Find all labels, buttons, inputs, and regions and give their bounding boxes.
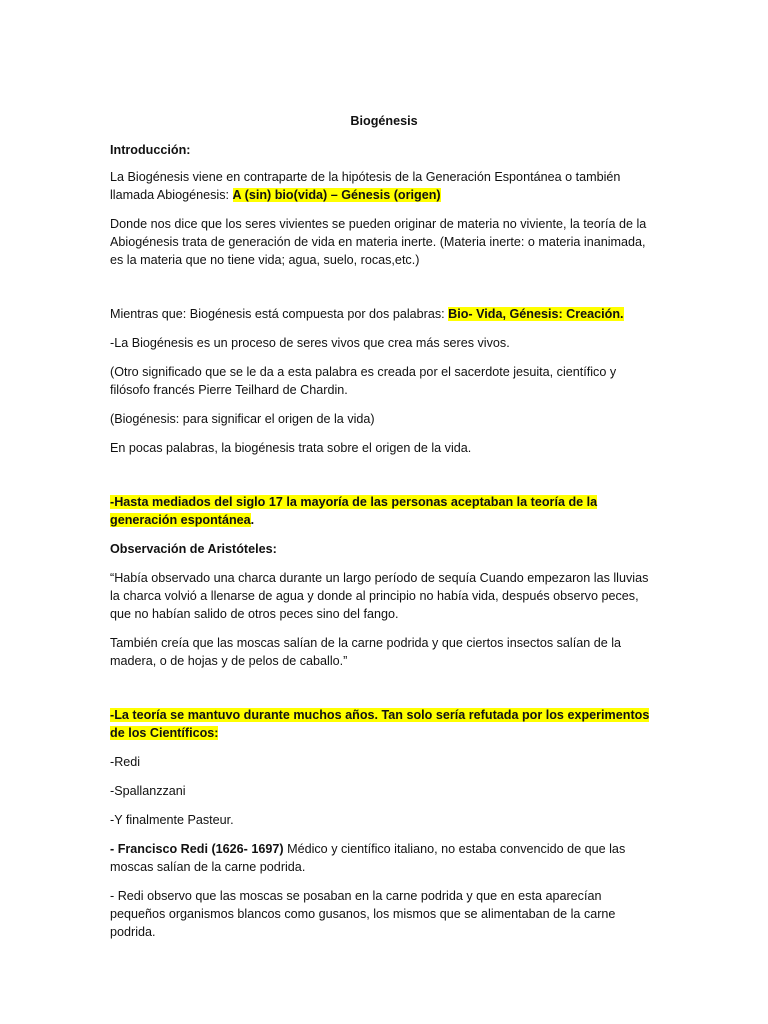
paragraph-redi-observation: - Redi observo que las moscas se posaban en la carne podrida y que en esta aparecían pequeños organismos blancos como gusanos, los mismos que se alimentaban de la carne podrida. (110, 889, 616, 939)
scientist-pasteur: -Y finalmente Pasteur. (110, 813, 234, 827)
paragraph-other-meaning: (Otro significado que se le da a esta palabra es creada por el sacerdote jesuita, científico y filósofo francés Pierre Teilhard de Chardin. (110, 365, 617, 397)
spontaneous-generation-highlight: -Hasta mediados del siglo 17 la mayoría de las personas aceptaban la teoría de la generación espontánea (110, 495, 598, 527)
intro-heading: Introducción: (110, 143, 191, 157)
aristotle-quote-2: También creía que las moscas salían de la carne podrida y que ciertos insectos salían de la madera, o de hojas y de pelos de caballo.” (110, 636, 622, 668)
paragraph-abiogenesis (110, 168, 658, 204)
document-title: Biogénesis (350, 114, 418, 128)
abiogenesis-highlight: A (sin) bio(vida) – Génesis (origen) (232, 188, 441, 202)
paragraph-abiogenesis-definition: Donde nos dice que los seres vivientes se pueden originar de materia no viviente, la teoría de la Abiogénesis trata de generación de vida en materia inerte. (Materia inerte: o materia inanimada, es la materia que no tiene vida; agua, suelo, rocas,etc.) (110, 217, 647, 267)
scientist-redi: -Redi (110, 755, 141, 769)
paragraph-biogenesis-words (110, 305, 658, 323)
aristotle-heading: Observación de Aristóteles: (110, 542, 277, 556)
redi-name-bold: - Francisco Redi (1626- 1697) (110, 842, 284, 856)
paragraph-spontaneous-generation (110, 493, 658, 529)
paragraph-francisco-redi (110, 840, 658, 876)
redi-description: Médico y científico italiano, no estaba convencido de que las moscas salían de la carne podrida. (110, 842, 626, 874)
scientist-spallanzani: -Spallanzzani (110, 784, 186, 798)
aristotle-quote-1: “Había observado una charca durante un largo período de sequía Cuando empezaron las lluvias la charca volvió a llenarse de agua y donde al principio no había vida, después observo peces, que no habían salido de otros peces sino del fango. (110, 571, 649, 621)
refutation-highlight: -La teoría se mantuvo durante muchos años. Tan solo sería refutada por los experimentos de los Científicos: (110, 708, 650, 740)
paragraph-biogenesis-process: -La Biogénesis es un proceso de seres vivos que crea más seres vivos. (110, 336, 510, 350)
biogenesis-words-highlight: Bio- Vida, Génesis: Creación. (448, 307, 624, 321)
paragraph-refutation (110, 706, 658, 742)
document-body (110, 112, 658, 941)
biogenesis-words-text: Mientras que: Biogénesis está compuesta por dos palabras: (110, 307, 449, 321)
spontaneous-generation-tail: . (250, 513, 255, 527)
paragraph-origin-of-life: (Biogénesis: para significar el origen de la vida) (110, 412, 375, 426)
paragraph-summary: En pocas palabras, la biogénesis trata sobre el origen de la vida. (110, 441, 472, 455)
abiogenesis-text: La Biogénesis viene en contraparte de la hipótesis de la Generación Espontánea o también llamada Abiogénesis: (110, 170, 621, 202)
